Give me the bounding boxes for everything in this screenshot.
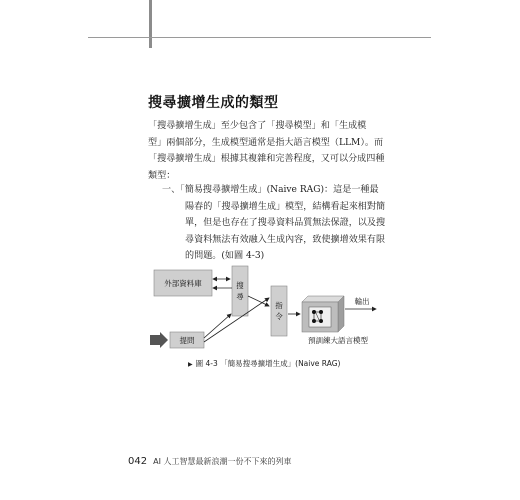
- search-char-2: 尋: [236, 292, 244, 301]
- intro-paragraph: [148, 118, 394, 184]
- paragraph-line: 「搜尋擴增生成」至少包含了「搜尋模型」和「生成模: [148, 121, 367, 131]
- page-footer: [128, 456, 291, 467]
- item-line: 一、「簡易搜尋擴增生成」(Naive RAG)：這是一種最: [162, 185, 379, 195]
- caption-text: 圖 4-3 「簡易搜尋擴增生成」(Naive RAG): [195, 359, 341, 368]
- book-title: AI 人工智慧最新浪潮一份不下來的列車: [153, 457, 292, 466]
- input-arrow-icon: [150, 332, 168, 348]
- header-accent-bar: [149, 0, 152, 48]
- caption-triangle-icon: ▶: [188, 361, 193, 368]
- instruction-char-1: 指: [275, 301, 283, 310]
- figure-caption: [188, 358, 340, 369]
- llm-model-icon: [302, 296, 344, 332]
- paragraph-line: 類型：: [148, 170, 176, 181]
- item-line: 尋資料無法有效融入生成內容，致使擴增效果有限: [185, 234, 386, 245]
- external-db-label: 外部資料庫: [164, 279, 202, 288]
- output-label: 輸出: [354, 297, 370, 306]
- llm-label: 預訓練大語言模型: [308, 336, 368, 345]
- instruction-char-2: 令: [275, 312, 283, 321]
- item-line: 單，但是也存在了搜尋資料品質無法保證，以及搜: [185, 218, 386, 228]
- search-char-1: 搜: [236, 281, 244, 290]
- diagram-svg: [140, 262, 390, 362]
- search-instruction-arrow: [248, 296, 269, 306]
- figure-naive-rag-diagram: [140, 262, 390, 362]
- item-line: 的問題。(如圖 4-3): [185, 251, 265, 261]
- list-item-naive-rag: [162, 182, 392, 265]
- page-number: 042: [128, 456, 148, 467]
- item-line: 陽春的「搜尋擴增生成」模型，結構看起來相對簡: [185, 201, 386, 212]
- instruction-box: [271, 286, 287, 336]
- search-box: [232, 266, 248, 316]
- paragraph-line: 型」兩個部分，生成模型通常是指大語言模型（LLM）。而: [148, 137, 384, 148]
- question-label: 提問: [179, 336, 195, 345]
- paragraph-line: 「搜尋擴增生成」根據其複雜和完善程度，又可以分成四種: [148, 154, 385, 164]
- header-rule: [88, 37, 431, 38]
- section-title: 搜尋擴增生成的類型: [148, 95, 279, 111]
